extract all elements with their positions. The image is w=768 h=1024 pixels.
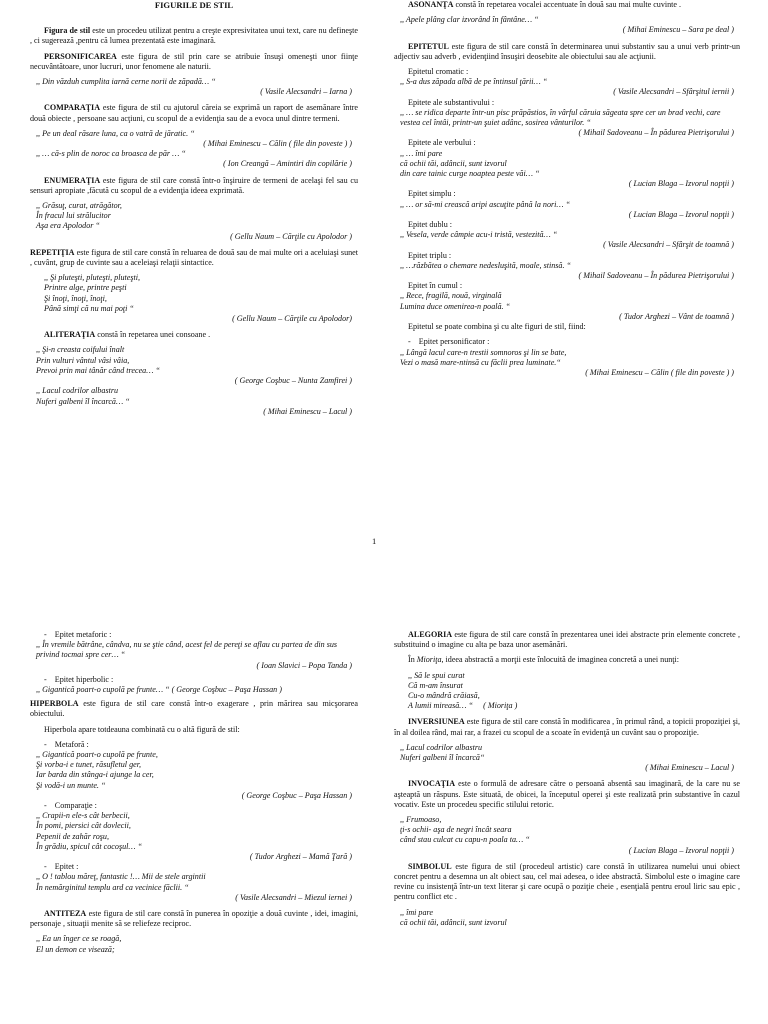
quote-source: ( Mioriţa ) [483, 701, 518, 711]
hiperbola-combined-text: Hiperbola apare totdeauna combinată cu o altă figură de stil: [44, 724, 240, 734]
quote-source: ( Mihai Eminescu – Sara pe deal ) [622, 25, 734, 35]
page2-right-column [394, 630, 740, 934]
quote-source: ( Tudor Arghezi – Vânt de toamnă ) [619, 311, 734, 321]
hiperbola-epitet-label: - Epitet : [44, 862, 79, 872]
quote: ,, Grăsuţ, curat, atrăgător, În fracul lui strălucitor Aşa era Apolodor “ [36, 201, 122, 231]
quote: ,, Lacul codrilor albastru Nuferi galbeni îl încarcă… “ [36, 386, 130, 406]
quote: ,, …răzbătea o chemare nedesluşită, moale, stinsă. “ [400, 260, 572, 270]
quote-source: ( Mihail Sadoveanu – În pădurea Pietrişorului ) [578, 271, 734, 281]
section-antiteza: ANTITEZA este figura de stil care constă în punerea în opoziţie a două cuvinte , idei, imagini, personaje , situaţii menite să se reliefeze reciproc. ,, Ea un înger ce se roagă, El un demon ce visează; [30, 909, 358, 954]
term-antiteza: ANTITEZA [44, 909, 87, 919]
term-invocatia: INVOCAŢIA [408, 779, 456, 789]
quote: ,, Gigantică poart-o cupolă pe frunte, Şi vorba-i e tunet, răsufletul ger, Iar barda din stânga-i ajunge la cer, Şi vodă-i un munte. “ [36, 750, 158, 790]
page1-left-column [30, 0, 358, 423]
section-enumeratia: ENUMERAŢIA este figura de stil care constă într-o înşiruire de termeni de acelaşi fel sau cu sensuri apropiate ,făcută cu scopul de a evidenţia ideea exprimată. ,, Grăsuţ, curat, atrăgător, În fracul lui strălucitor Aşa era Apolodor “ ( Gellu Naum – Cărţile cu Apolodor ) [30, 175, 358, 241]
alegoria-example-text: În Mioriţa, ideea abstractă a morţii este înlocuită de imaginea concretă a unei nunţi: [408, 655, 680, 665]
quote: ,, Ea un înger ce se roagă, El un demon ce visează; [36, 934, 122, 954]
term-aliteratia: ALITERAŢIA [44, 330, 96, 340]
section-simbolul: SIMBOLUL este figura de stil (procedeul artistic) care constă în utilizarea numelui unui obiect concret pentru a desemna un alt obiect sau, cel mai adesea, o idee abstractă. Simbolul este o imagine care revine cu insistenţă într-un text literar şi care ocupă o poziţie cheie , esenţială pentru eroul liric sau epic , pentru conflict etc . ,, îmi pare că ochii tăi, adâncii, sunt izvorul [394, 861, 740, 927]
section-invocatia: INVOCAŢIA este o formulă de adresare către o persoană absentă sau imaginară, de la care nu se aşteaptă un răspuns. Este situată, de obicei, la începutul operei şi este realizată prin substantive în cazul vocativ. Este un procedeu specific stilului retoric. ,, Frumoaso, ţi-s ochii- aşa de negri încât seara când stau culcat cu capu-n poala ta… “ ( Lucian Blaga – Izvorul nopţii ) [394, 779, 740, 855]
quote-source: ( George Coşbuc – Paşa Hassan ) [241, 790, 352, 800]
section-personificarea: PERSONIFICAREA este figura de stil prin care se atribuie însuşi omeneşti unor fiinţe necuvântătoare, unor lucruri, unor fenomene ale naturii. ,, Din văzduh cumplita iarnă cerne norii de zăpadă… “ ( Vasile Alecsandri – Iarna ) [30, 51, 358, 97]
section-repetitia: REPETIŢIA este figura de stil care constă în reluarea de două sau de mai multe ori a aceluiaşi sunet , cuvânt, grup de cuvinte sau a aceleiaşi relaţii sintactice. ,, Şi pluteşti, pluteşti, pluteşti, Printre alge, printre peşti Şi înoţi, înoţi, înoţi, Până simţi că nu mai poţi “ ( Gellu Naum – Cărţile cu Apolodor) [30, 247, 358, 324]
quote: ,, Rece, fragilă, nouă, virginală Lumina duce omenirea-n poală. “ [400, 291, 511, 311]
quote: ,, Frumoaso, ţi-s ochii- aşa de negri încât seara când stau culcat cu capu-n poala ta… “ [400, 815, 530, 845]
epitet-verb-label: Epitete ale verbului : [408, 138, 476, 148]
page2-left-column [30, 630, 358, 961]
quote-source: ( Vasile Alecsandri – Sfârşit de toamnă ) [603, 240, 734, 250]
term-alegoria: ALEGORIA [408, 630, 453, 639]
quote-source: ( Gellu Naum – Cărţile cu Apolodor) [232, 314, 352, 324]
quote-source: ( Mihai Eminescu – Lacul ) [263, 406, 352, 416]
intro-paragraph: Figura de stil este un procedeu utilizat pentru a creşte expresivitatea unui text, care nu defineşte , ci sugerează ,pentru că lumea prezentată este imaginară. [30, 26, 358, 46]
epitet-combine-text: Epitetul se poate combina şi cu alte figuri de stil, fiind: [408, 322, 586, 332]
quote: ,, Apele plâng clar izvorând în fântâne… “ [400, 15, 539, 25]
quote-source: ( George Coşbuc – Paşa Hassan ) [171, 685, 282, 695]
section-comparatia: COMPARAŢIA este figura de stil cu ajutorul căreia se exprimă un raport de asemănare între două obiecte , persoane sau acţiuni, cu scopul de a evidenţia sau de a evoca unul dintre termeni. ,, Pe un deal răsare luna, ca o vatră de jăratic. “ ( Mihai Eminescu – Călin ( file din poveste ) ) ,, … că-s plin de noroc ca broasca de păr … “ ( Ion Creangă – Amintiri din copilărie ) [30, 103, 358, 169]
quote-source: ( Tudor Arghezi – Mamă Ţară ) [249, 852, 352, 862]
hiperbola-metafora-label: - Metaforă : [44, 739, 89, 749]
quote-source: ( Mihai Eminescu – Călin ( file din poveste ) ) [203, 139, 352, 149]
quote-source: ( Vasile Alecsandri – Iarna ) [260, 87, 352, 97]
term-personificarea: PERSONIFICAREA [44, 51, 117, 61]
section-alegoria: ALEGORIA este figura de stil care constă în prezentarea unei idei abstracte prin elemente concrete , substituind o imagine cu alta pe baza unor asemănări. În Mioriţa, ideea abstractă a morţii este înlocuită de imaginea concretă a unei nunţi: ,, Să le spui curat Că m-am însurat Cu-o mândră crăiasă, A lumii mireasă… “ ( Mioriţa ) [394, 630, 740, 711]
term-enumeratia: ENUMERAŢIA [44, 175, 101, 185]
quote-source: ( Mihai Eminescu – Călin ( file din poveste ) ) [585, 367, 734, 377]
epitet-dublu-label: Epitet dublu : [408, 220, 453, 230]
quote: ,, Vesela, verde câmpie acu-i tristă, vestezită… “ [400, 230, 558, 240]
section-inversiunea: INVERSIUNEA este figura de stil care constă în modificarea , în primul rând, a topicii propoziţiei şi, în al doilea rând, mai rar, a frazei cu scopul de a scoate în evidenţă un cuvânt sau o propoziţie. ,, Lacul codrilor albastru Nuferi galbeni îl încarcă“ ( Mihai Eminescu – Lacul ) [394, 717, 740, 773]
quote: ,, O ! tablou măreţ, fantastic !… Mii de stele argintii În nemărginitul templu ard ca vecinice făclii. “ [36, 872, 206, 892]
term-asonanta: ASONANŢA [408, 0, 454, 9]
page1-right-column [394, 0, 740, 384]
quote-source: ( Gellu Naum – Cărţile cu Apolodor ) [230, 231, 352, 241]
section-hiperbola: HIPERBOLA este figura de stil care constă într-o exagerare , prin mărirea sau micşorarea obiectului. Hiperbola apare totdeauna combinată cu o altă figură de stil: - Metaforă : ,, Gigantică poart-o cupolă pe frunte, Şi vorba-i e tunet, răsufletul ger, Iar barda din stânga-i ajunge la cer, Şi vodă-i un munte. “ ( George Coşbuc – Paşa Hassan ) - Comparaţie : ,, Crapii-n ele-s cât berbecii, În pomi, piersici cât dovlecii, Pepenii de zahăr roşu, În grădiu, spicul cât cocoşul… “ ( Tudor Arghezi – Mamă Ţară ) - Epitet : ,, O ! tablou măreţ, fantastic !… Mii de stele argintii În nemărginitul templu ard ca vecinice făclii. “ ( Vasile Alecsandri – Miezul iernei ) [30, 699, 358, 902]
quote: ,, În vremile bătrâne, cândva, nu se ştie când, acest fel de pereţi se aflau cu partea de din sus privind tocmai spre cer… “ [36, 640, 338, 660]
epitet-metaforic-label: - Epitet metaforic : [44, 630, 112, 639]
term-hiperbola: HIPERBOLA [30, 699, 79, 709]
epitet-personificator-label: - Epitet personificator : [408, 337, 490, 347]
epitet-simplu-label: Epitet simplu : [408, 189, 456, 199]
quote: ,, Crapii-n ele-s cât berbecii, În pomi, piersici cât dovlecii, Pepenii de zahăr roşu, În grădiu, spicul cât cocoşul… “ [36, 811, 143, 851]
term-inversiunea: INVERSIUNEA [408, 717, 465, 727]
epitet-cromatic-label: Epitetul cromatic : [408, 67, 469, 77]
page-title: FIGURILE DE STIL [154, 0, 234, 10]
quote-source: ( Lucian Blaga – Izvorul nopţii ) [628, 209, 734, 219]
section-epitetul: EPITETUL este figura de stil care constă în determinarea unui substantiv sau a unui verb printr-un adjectiv sau adverb , evidenţiind însuşiri deosebite ale obiectului sau ale acţiunii. Epitetul cromatic : ,, S-a dus zăpada albă de pe întinsul ţării… “ ( Vasile Alecsandri – Sfârşitul iernii ) Epitete ale substantivului : ,, … se ridica departe într-un pisc prăpăstios, în vârful căruia săgeata spre cer un brad vechi, care vestea cel întâi, printr-un şuiet adânc, sosirea vânturilor. “ ( Mihail Sadoveanu – În pădurea Pietrişorului ) Epitete ale verbului : ,, … îmi pare că ochii tăi, adâncii, sunt izvorul din care tainic curge noaptea peste văi… “ ( Lucian Blaga – Izvorul nopţii ) Epitet simplu : ,, … or să-mi crească aripi ascuţite până la nori… “ ( Lucian Blaga – Izvorul nopţii ) Epitet dublu : ,, Vesela, verde câmpie acu-i tristă, vestezită… “ ( Vasile Alecsandri – Sfârşit de toamnă ) Epitet triplu : ,, …răzbătea o chemare nedesluşită, moale, stinsă. “ ( Mihail Sadoveanu – În pădurea Pietrişorului ) Epitet în cumul : ,, Rece, fragilă, nouă, virginală Lumina duce omenirea-n poală. “ ( Tudor Arghezi – Vânt de toamnă ) Epitetul se poate combina şi cu alte figuri de stil, fiind: - Epitet personificator : ,, Lângă lacul care-n trestii somnoros şi lin se bate, Vezi o masă mare-ntinsă cu făclii prea luminate.“ ( Mihai Eminescu – Călin ( file din poveste ) ) [394, 41, 740, 377]
quote: ,, … îmi pare că ochii tăi, adâncii, sunt izvorul din care tainic curge noaptea peste văi… “ [400, 148, 540, 179]
quote: ,, … se ridica departe într-un pisc prăpăstios, în vârful căruia săgeata spre cer un brad vechi, care vestea cel întâi, printr-un şuiet adânc, sosirea vânturilor. “ [400, 107, 721, 128]
quote: ,, Lângă lacul care-n trestii somnoros şi lin se bate, Vezi o masă mare-ntinsă cu făclii prea luminate.“ [400, 347, 567, 367]
hiperbola-comparatie-label: - Comparaţie : [44, 801, 97, 811]
epitet-substantiv-label: Epitete ale substantivului : [408, 97, 495, 107]
term-epitetul: EPITETUL [408, 41, 449, 51]
quote: ,, Gigantică poart-o cupolă pe frunte… “ ( George Coşbuc – Paşa Hassan ) [36, 685, 282, 695]
quote-source: ( Lucian Blaga – Izvorul nopţii ) [628, 179, 734, 189]
quote: ,, Lacul codrilor albastru Nuferi galbeni îl încarcă“ [400, 742, 485, 763]
quote: ,, îmi pare că ochii tăi, adâncii, sunt izvorul [400, 907, 507, 927]
quote-source: ( Mihail Sadoveanu – În pădurea Pietrişorului ) [578, 128, 734, 138]
quote: ,, Şi pluteşti, pluteşti, pluteşti, Printre alge, printre peşti Şi înoţi, înoţi, înoţi, Până simţi că nu mai poţi “ [44, 273, 140, 313]
quote-source: ( Vasile Alecsandri – Sfârşitul iernii ) [613, 87, 734, 97]
term-figura-de-stil: Figura de stil [44, 26, 91, 36]
quote-source: ( Vasile Alecsandri – Miezul iernei ) [235, 892, 352, 902]
quote-source: ( Ion Creangă – Amintiri din copilărie ) [223, 159, 352, 169]
quote-source: ( Ioan Slavici – Popa Tanda ) [256, 660, 352, 670]
quote-source: ( Mihai Eminescu – Lacul ) [645, 763, 734, 773]
page-number: 1 [372, 536, 377, 546]
quote: ,, S-a dus zăpada albă de pe întinsul ţării… “ [400, 77, 548, 87]
quote: ,, … or să-mi crească aripi ascuţite până la nori… “ [400, 199, 571, 209]
quote-source: ( Lucian Blaga – Izvorul nopţii ) [628, 845, 734, 855]
term-repetitia: REPETIŢIA [30, 247, 75, 257]
term-simbolul: SIMBOLUL [408, 861, 452, 871]
section-asonanta: ASONANŢA constă în repetarea vocalei accentuate în două sau mai multe cuvinte . ,, Apele plâng clar izvorând în fântâne… “ ( Mihai Eminescu – Sara pe deal ) [394, 0, 740, 36]
section-aliteratia: ALITERAŢIA constă în repetarea unei consoane . ,, Şi-n creasta coifului înalt Prin vulturi vântul vâsi vâia, Prevoi prin mai tânăr când trecea… “ ( George Coşbuc – Nunta Zamfirei ) ,, Lacul codrilor albastru Nuferi galbeni îl încarcă… “ ( Mihai Eminescu – Lacul ) [30, 330, 358, 417]
epitet-hiperbolic-label: - Epitet hiperbolic : [44, 674, 114, 684]
term-comparatia: COMPARAŢIA [44, 103, 101, 113]
quote-source: ( George Coşbuc – Nunta Zamfirei ) [234, 376, 352, 386]
epitet-cumul-label: Epitet în cumul : [408, 281, 463, 291]
quote: ,, Şi-n creasta coifului înalt Prin vulturi vântul vâsi vâia, Prevoi prin mai tânăr când trecea… “ [36, 345, 160, 375]
epitet-triplu-label: Epitet triplu : [408, 250, 452, 260]
quote: ,, Să le spui curat Că m-am însurat Cu-o mândră crăiasă, A lumii mireasă… “ ( Mioriţa ) [408, 670, 518, 711]
page-gap [0, 560, 768, 616]
document-page-2 [0, 616, 768, 1024]
quote: ,, Din văzduh cumplita iarnă cerne norii de zăpadă… “ [36, 77, 216, 87]
quote: ,, … că-s plin de noroc ca broasca de păr … “ [36, 149, 186, 159]
quote: ,, Pe un deal răsare luna, ca o vatră de jăratic. “ [36, 128, 195, 138]
